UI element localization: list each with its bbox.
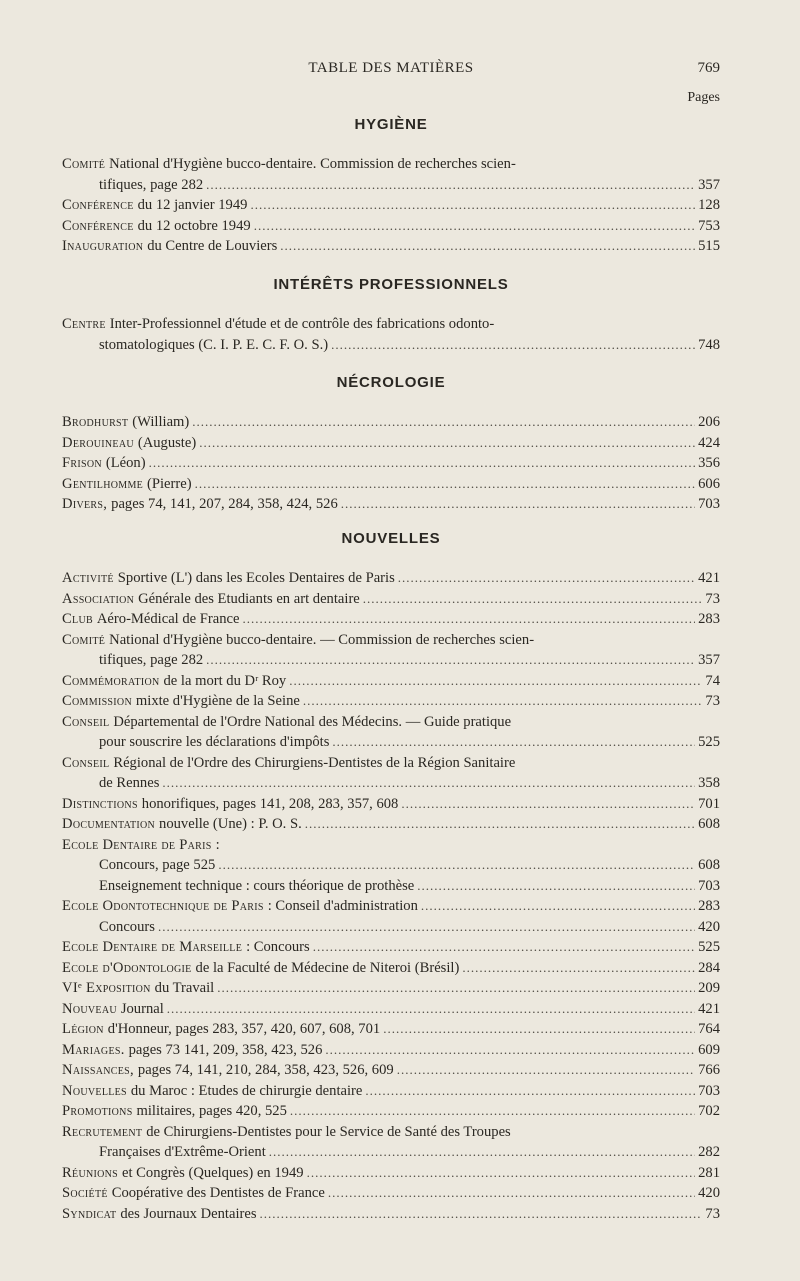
entry-text: : Concours: [246, 939, 310, 955]
section-heading: INTÉRÊTS PROFESSIONNELS: [273, 276, 509, 293]
entry-keyword: Club: [62, 611, 93, 627]
dot-leader: [206, 650, 695, 671]
toc-entry: [62, 978, 720, 999]
toc-entry: [62, 835, 720, 856]
entry-line: [62, 855, 720, 876]
entry-page-number: 420: [698, 1185, 720, 1201]
toc-entry: [62, 195, 720, 216]
entry-line: [62, 412, 720, 433]
entry-line: [62, 1122, 720, 1143]
entry-line: [62, 712, 720, 733]
entry-text: des Journaux Dentaires: [120, 1205, 257, 1222]
entry-text: pages 73 141, 209, 358, 423, 526: [128, 1041, 323, 1058]
dot-leader: [332, 732, 695, 753]
toc-entry: [62, 1101, 720, 1122]
toc-entry: [62, 691, 720, 712]
dot-leader: [462, 958, 695, 979]
entry-line: [62, 1081, 720, 1102]
entry-keyword: Ecole Dentaire de Paris: [62, 836, 212, 853]
toc-entry: [62, 589, 720, 610]
entry-keyword: Ecole Odontotechnique de Paris: [62, 898, 264, 914]
entry-keyword: Conseil: [62, 713, 110, 730]
entry-keyword: Commémoration: [62, 672, 160, 689]
entry-page-number: 356: [698, 455, 720, 471]
entry-page-number: 358: [698, 775, 720, 791]
dot-leader: [250, 195, 695, 216]
entry-text: du 12 janvier 1949: [137, 197, 248, 213]
entry-keyword: Comité: [62, 631, 106, 648]
toc-entry: [62, 236, 720, 257]
entry-page-number: 748: [698, 336, 720, 353]
entry-page-number: 421: [698, 570, 720, 586]
entry-page-number: 281: [698, 1164, 720, 1181]
toc-entry: [62, 412, 720, 433]
entry-keyword: Ecole d'Odontologie: [62, 959, 192, 976]
entry-page-number: 283: [698, 611, 720, 627]
section-nouvelles: [62, 524, 720, 1224]
entry-line: [62, 917, 720, 938]
toc-entry: [62, 474, 720, 495]
entry-page-number: 703: [698, 496, 720, 512]
entry-keyword: Frison: [62, 455, 102, 471]
entry-page-number: 73: [705, 1205, 720, 1222]
dot-leader: [325, 1040, 695, 1061]
entry-page-number: 766: [698, 1062, 720, 1078]
entry-text: pages 74, 141, 207, 284, 358, 424, 526: [111, 496, 338, 512]
entry-text: du Maroc : Etudes de chirurgie dentaire: [130, 1082, 363, 1099]
dot-leader: [192, 412, 695, 433]
dot-leader: [289, 671, 702, 692]
entry-page-number: 764: [698, 1021, 720, 1037]
entry-page-number: 703: [698, 877, 720, 894]
entry-text: mixte d'Hygiène de la Seine: [135, 693, 300, 709]
entry-line: [62, 175, 720, 196]
entry-keyword: Nouvelles: [62, 1082, 127, 1099]
entry-page-number: 701: [698, 795, 720, 812]
dot-leader: [383, 1019, 695, 1040]
entry-keyword: Ecole Dentaire de Marseille: [62, 939, 243, 955]
dot-leader: [254, 216, 695, 237]
entry-text: Enseignement technique : cours théorique de prothèse: [99, 877, 415, 894]
entry-keyword: Légion: [62, 1021, 104, 1037]
entry-text: Générale des Etudiants en art dentaire: [138, 590, 360, 607]
entry-text: du 12 octobre 1949: [137, 217, 251, 234]
entry-page-number: 525: [698, 734, 720, 750]
toc-entry: [62, 609, 720, 630]
toc-entry: [62, 154, 720, 195]
entry-page-number: 421: [698, 1000, 720, 1017]
entry-line: [62, 1204, 720, 1225]
toc-entry: [62, 494, 720, 515]
toc-entry: [62, 1183, 720, 1204]
entry-keyword: Activité: [62, 570, 114, 586]
entry-keyword: Association: [62, 590, 135, 607]
entry-page-number: 703: [698, 1082, 720, 1099]
dot-leader: [217, 978, 695, 999]
entry-page-number: 608: [698, 857, 720, 873]
toc-entry: [62, 568, 720, 589]
toc-entry: [62, 876, 720, 897]
entry-page-number: 357: [698, 652, 720, 668]
entry-page-number: 424: [698, 434, 720, 451]
entry-text: Françaises d'Extrême-Orient: [99, 1144, 266, 1160]
entry-line: [62, 433, 720, 454]
entry-text: National d'Hygiène bucco-dentaire. — Commission de recherches scien-: [109, 631, 535, 648]
toc-entry: [62, 1163, 720, 1184]
entry-keyword: Divers,: [62, 496, 108, 512]
entry-page-number: 206: [698, 414, 720, 430]
toc-entry: [62, 896, 720, 917]
entry-line: [62, 195, 720, 216]
entry-line: [62, 958, 720, 979]
section-hygiene: [62, 110, 720, 257]
entry-page-number: 357: [698, 176, 720, 193]
dot-leader: [260, 1204, 703, 1225]
dot-leader: [167, 999, 695, 1020]
toc-entry: [62, 753, 720, 794]
entry-page-number: 73: [705, 693, 720, 709]
entry-page-number: 128: [698, 197, 720, 213]
dot-leader: [305, 814, 695, 835]
toc-entry: [62, 1122, 720, 1163]
entry-page-number: 608: [698, 816, 720, 832]
entry-keyword: Inauguration: [62, 238, 144, 254]
toc-entry: [62, 216, 720, 237]
dot-leader: [280, 236, 695, 257]
entry-keyword: Derouineau: [62, 434, 134, 451]
entry-keyword: Distinctions: [62, 795, 138, 812]
dot-leader: [303, 691, 703, 712]
entry-keyword: Centre: [62, 316, 106, 332]
entry-keyword: Commission: [62, 693, 132, 709]
entry-text: honorifiques, pages 141, 208, 283, 357, 608: [141, 795, 399, 812]
entry-line: [62, 1101, 720, 1122]
toc-entry: [62, 671, 720, 692]
section-interets-professionnels: [62, 270, 720, 355]
section-necrologie: [62, 368, 720, 515]
dot-leader: [290, 1101, 695, 1122]
entry-page-number: 283: [698, 898, 720, 914]
entry-text: Départemental de l'Ordre National des Médecins. — Guide pratique: [113, 713, 512, 730]
dot-leader: [398, 568, 695, 589]
entry-line: [62, 314, 720, 335]
entry-keyword: Conférence: [62, 217, 134, 234]
entry-text: du Travail: [154, 980, 215, 996]
entry-page-number: 609: [698, 1041, 720, 1058]
entry-line: [62, 236, 720, 257]
dot-leader: [195, 474, 696, 495]
entry-page-number: 73: [705, 590, 720, 607]
running-header: [62, 60, 720, 82]
toc-entry: [62, 1204, 720, 1225]
entry-keyword: Nouveau: [62, 1000, 117, 1017]
entry-line: [62, 494, 720, 515]
entry-text: Régional de l'Ordre des Chirurgiens-Dentistes de la Région Sanitaire: [113, 754, 516, 771]
toc-entry: [62, 855, 720, 876]
dot-leader: [313, 937, 695, 958]
section-heading: NOUVELLES: [341, 530, 441, 547]
entry-keyword: Mariages.: [62, 1041, 125, 1058]
dot-leader: [328, 1183, 695, 1204]
entry-keyword: Promotions: [62, 1103, 133, 1119]
dot-leader: [218, 855, 695, 876]
toc-entry: [62, 958, 720, 979]
toc-entry: [62, 794, 720, 815]
pages-column-label: Pages: [687, 90, 720, 105]
entry-page-number: 515: [698, 238, 720, 254]
dot-leader: [158, 917, 695, 938]
entry-page-number: 420: [698, 918, 720, 935]
entry-keyword: Réunions: [62, 1164, 119, 1181]
entry-text: (Auguste): [137, 434, 197, 451]
entry-keyword: Naissances,: [62, 1062, 134, 1078]
dot-leader: [199, 433, 695, 454]
toc-entry: [62, 917, 720, 938]
entry-text: (Léon): [105, 455, 146, 471]
entry-page-number: 606: [698, 475, 720, 492]
toc-entry: [62, 314, 720, 355]
entry-line: [62, 732, 720, 753]
entry-text: nouvelle (Une) : P. O. S.: [159, 816, 302, 832]
entry-line: [62, 753, 720, 774]
entry-keyword: VIᵉ Exposition: [62, 980, 151, 996]
entry-text: du Centre de Louviers: [147, 238, 278, 254]
section-heading: NÉCROLOGIE: [336, 374, 446, 391]
toc-entry: [62, 712, 720, 753]
entry-text: de Rennes: [99, 775, 160, 791]
entry-line: [62, 794, 720, 815]
entry-line: [62, 671, 720, 692]
entry-text: tifiques, page 282: [99, 176, 204, 193]
dot-leader: [162, 773, 695, 794]
entry-line: [62, 835, 720, 856]
entry-line: [62, 650, 720, 671]
entry-text: Coopérative des Dentistes de France: [111, 1185, 325, 1201]
dot-leader: [243, 609, 696, 630]
entry-line: [62, 453, 720, 474]
dot-leader: [397, 1060, 695, 1081]
toc-entry: [62, 433, 720, 454]
entry-text: et Congrès (Quelques) en 1949: [121, 1164, 304, 1181]
toc-entry: [62, 937, 720, 958]
entry-keyword: Brodhurst: [62, 414, 129, 430]
entry-text: :: [215, 836, 220, 853]
entry-keyword: Conseil: [62, 754, 110, 771]
entry-line: [62, 335, 720, 356]
entry-line: [62, 630, 720, 651]
dot-leader: [365, 1081, 695, 1102]
entry-line: [62, 568, 720, 589]
entry-keyword: Conférence: [62, 197, 134, 213]
entry-text: : Conseil d'administration: [267, 898, 418, 914]
page-number: 769: [697, 60, 720, 76]
entry-text: de la Faculté de Médecine de Niteroi (Brésil): [195, 959, 460, 976]
entry-text: Aéro-Médical de France: [96, 611, 240, 627]
entry-line: [62, 1019, 720, 1040]
entry-line: [62, 999, 720, 1020]
entry-line: [62, 691, 720, 712]
entry-text: Concours: [99, 918, 155, 935]
entry-text: de Chirurgiens-Dentistes pour le Service de Santé des Troupes: [146, 1123, 511, 1140]
entry-line: [62, 154, 720, 175]
entry-keyword: Comité: [62, 156, 106, 172]
entry-text: tifiques, page 282: [99, 652, 204, 668]
entry-line: [62, 1040, 720, 1061]
entry-line: [62, 609, 720, 630]
entry-keyword: Documentation: [62, 816, 156, 832]
entry-keyword: Gentilhomme: [62, 475, 144, 492]
entry-text: pages 74, 141, 210, 284, 358, 423, 526, 609: [137, 1062, 394, 1078]
toc-entry: [62, 999, 720, 1020]
entry-page-number: 209: [698, 980, 720, 996]
entry-line: [62, 937, 720, 958]
toc-entry: [62, 630, 720, 671]
dot-leader: [401, 794, 695, 815]
entry-text: d'Honneur, pages 283, 357, 420, 607, 608, 701: [107, 1021, 381, 1037]
entry-line: [62, 1163, 720, 1184]
toc-entry: [62, 453, 720, 474]
toc-entry: [62, 814, 720, 835]
dot-leader: [363, 589, 703, 610]
toc-entry: [62, 1040, 720, 1061]
entry-line: [62, 474, 720, 495]
dot-leader: [206, 175, 695, 196]
entry-line: [62, 1060, 720, 1081]
entry-text: Sportive (L') dans les Ecoles Dentaires de Paris: [117, 570, 395, 586]
entry-keyword: Syndicat: [62, 1205, 117, 1222]
entry-text: Journal: [120, 1000, 164, 1017]
entry-text: (William): [132, 414, 190, 430]
entry-text: stomatologiques (C. I. P. E. C. F. O. S.): [99, 336, 329, 353]
entry-page-number: 284: [698, 959, 720, 976]
entry-page-number: 74: [705, 672, 720, 689]
toc-entry: [62, 1081, 720, 1102]
entry-text: (Pierre): [147, 475, 192, 492]
entry-page-number: 702: [698, 1103, 720, 1119]
entry-line: [62, 1142, 720, 1163]
entry-line: [62, 1183, 720, 1204]
entry-keyword: Société: [62, 1185, 108, 1201]
entry-text: pour souscrire les déclarations d'impôts: [99, 734, 330, 750]
dot-leader: [417, 876, 695, 897]
entry-page-number: 525: [698, 939, 720, 955]
entry-line: [62, 896, 720, 917]
entry-page-number: 753: [698, 217, 720, 234]
toc-entry: [62, 1060, 720, 1081]
entry-line: [62, 773, 720, 794]
entry-text: militaires, pages 420, 525: [136, 1103, 287, 1119]
entry-text: Inter-Professionnel d'étude et de contrôle des fabrications odonto-: [109, 316, 495, 332]
entry-keyword: Recrutement: [62, 1123, 143, 1140]
entry-line: [62, 978, 720, 999]
section-heading: HYGIÈNE: [354, 116, 428, 133]
page-title: TABLE DES MATIÈRES: [308, 60, 474, 76]
entry-page-number: 282: [698, 1144, 720, 1160]
entry-line: [62, 589, 720, 610]
dot-leader: [331, 335, 695, 356]
dot-leader: [421, 896, 695, 917]
entry-text: National d'Hygiène bucco-dentaire. Commission de recherches scien-: [109, 156, 516, 172]
entry-line: [62, 876, 720, 897]
dot-leader: [269, 1142, 695, 1163]
dot-leader: [341, 494, 695, 515]
entry-line: [62, 814, 720, 835]
entry-text: Concours, page 525: [99, 857, 216, 873]
toc-entry: [62, 1019, 720, 1040]
dot-leader: [149, 453, 696, 474]
dot-leader: [307, 1163, 696, 1184]
entry-text: de la mort du Dʳ Roy: [163, 672, 287, 689]
entry-line: [62, 216, 720, 237]
